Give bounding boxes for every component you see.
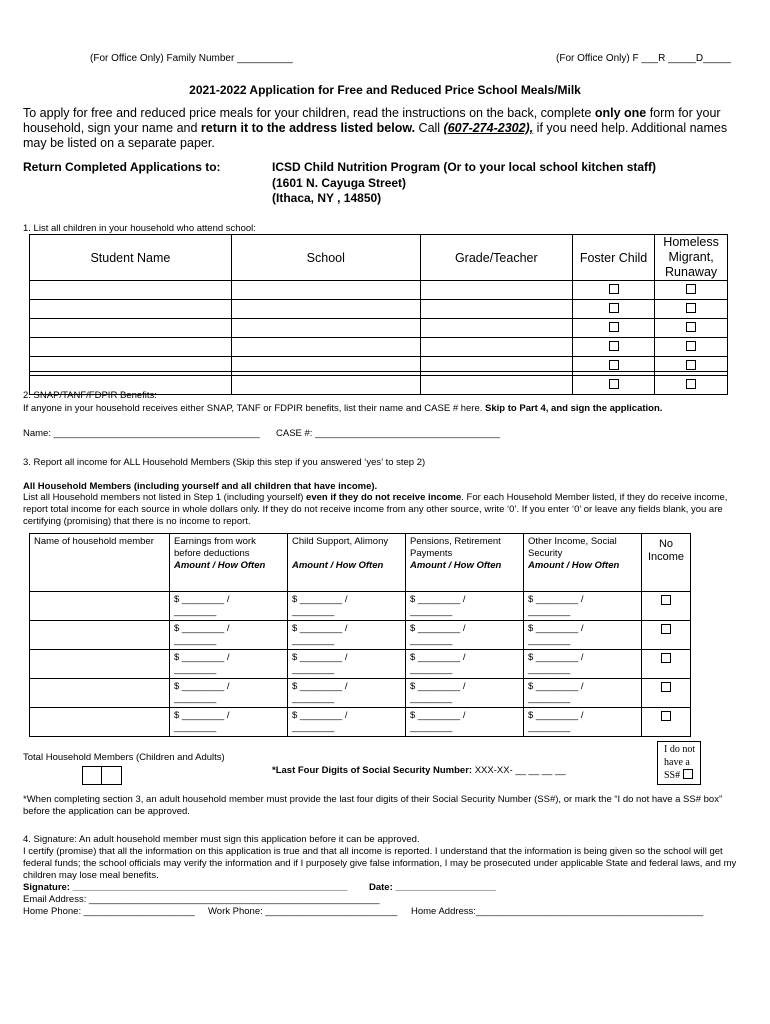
step3-bold-title: All Household Members (including yourself and all children that have income). [23, 481, 378, 492]
step4-certification: I certify (promise) that all the information on this application is true and that all income is reported. I understand that the information is being given so the school will get federal funds; the school officials may verify the information and if I purposely give false information, I may be prosecuted under applicable State and federal laws, and my children may lose meal benefits. [23, 846, 737, 881]
student-name-field[interactable] [30, 319, 232, 338]
col-no-income: No Income [642, 534, 691, 592]
grade-teacher-field[interactable] [420, 281, 572, 300]
child-row [30, 319, 728, 338]
student-name-field[interactable] [30, 338, 232, 357]
grade-teacher-field[interactable] [420, 300, 572, 319]
other-income-field[interactable]: $ ________ / ________ [524, 708, 642, 737]
other-income-field[interactable]: $ ________ / ________ [524, 592, 642, 621]
no-income-checkbox[interactable] [661, 682, 671, 692]
ssn-field[interactable]: *Last Four Digits of Social Security Number: XXX-XX- __ __ __ __ [272, 765, 566, 776]
col-other-income: Other Income, Social Security Amount / How Often [524, 534, 642, 592]
member-name-field[interactable] [30, 592, 170, 621]
form-title: 2021-2022 Application for Free and Reduced Price School Meals/Milk [189, 83, 581, 97]
homeless-checkbox[interactable] [686, 303, 696, 313]
col-foster-child: Foster Child [572, 235, 654, 281]
home-phone-field[interactable]: Home Phone: _____________________ [23, 906, 195, 917]
earnings-field[interactable]: $ ________ / ________ [170, 679, 288, 708]
foster-checkbox[interactable] [609, 284, 619, 294]
earnings-field[interactable]: $ ________ / ________ [170, 650, 288, 679]
income-row [30, 621, 691, 650]
income-row [30, 650, 691, 679]
child-row [30, 338, 728, 357]
foster-checkbox[interactable] [609, 360, 619, 370]
earnings-field[interactable]: $ ________ / ________ [170, 708, 288, 737]
no-ssn-checkbox[interactable] [683, 769, 693, 779]
other-income-field[interactable]: $ ________ / ________ [524, 679, 642, 708]
col-student-name: Student Name [30, 235, 232, 281]
office-family-number: (For Office Only) Family Number __________ [90, 53, 293, 64]
no-income-checkbox[interactable] [661, 653, 671, 663]
signature-field[interactable]: Signature: ____________________________________________________ [23, 882, 348, 893]
grade-teacher-field[interactable] [420, 357, 572, 376]
child-row [30, 357, 728, 376]
foster-checkbox[interactable] [609, 303, 619, 313]
student-name-field[interactable] [30, 300, 232, 319]
total-members-label: Total Household Members (Children and Adults) [23, 752, 225, 763]
other-income-field[interactable]: $ ________ / ________ [524, 621, 642, 650]
total-members-field[interactable] [82, 766, 122, 785]
income-row [30, 708, 691, 737]
income-row [30, 679, 691, 708]
foster-checkbox[interactable] [609, 322, 619, 332]
child-support-field[interactable]: $ ________ / ________ [288, 679, 406, 708]
pensions-field[interactable]: $ ________ / ________ [406, 621, 524, 650]
child-row [30, 281, 728, 300]
return-label: Return Completed Applications to: [23, 160, 221, 174]
step3-instructions: List all Household members not listed in Step 1 (including yourself) even if they do not receive income. For each Household Member listed, if they do receive income, report total income for each source in whole dollars only. If they do not receive income from any other source, write ‘0’. If you enter ‘0’ or leave any fields blank, you are certifying (promising) that there is no income to report. [23, 492, 728, 527]
other-income-field[interactable]: $ ________ / ________ [524, 650, 642, 679]
pensions-field[interactable]: $ ________ / ________ [406, 708, 524, 737]
children-table-header [30, 235, 728, 281]
no-income-checkbox[interactable] [661, 624, 671, 634]
step2-text: If anyone in your household receives either SNAP, TANF or FDPIR benefits, list their name and CASE # here. Skip to Part 4, and sign the application. [23, 403, 663, 414]
member-name-field[interactable] [30, 621, 170, 650]
no-ssn-label: I do not have a SS# [664, 744, 696, 781]
earnings-field[interactable]: $ ________ / ________ [170, 621, 288, 650]
foster-checkbox[interactable] [609, 341, 619, 351]
intro-paragraph: To apply for free and reduced price meals for your children, read the instructions on the back, complete only one form for your household, sign your name and return it to the address listed below. Call (607-274-2302), if you need help. Additional names may be listed on a separate paper. [23, 106, 728, 150]
member-name-field[interactable] [30, 679, 170, 708]
income-table [29, 533, 691, 737]
homeless-checkbox[interactable] [686, 341, 696, 351]
col-pensions: Pensions, Retirement Payments Amount / How Often [406, 534, 524, 592]
student-name-field[interactable] [30, 281, 232, 300]
col-earnings: Earnings from work before deductions Amount / How Often [170, 534, 288, 592]
foster-checkbox[interactable] [609, 379, 619, 389]
homeless-checkbox[interactable] [686, 360, 696, 370]
income-table-header [30, 534, 691, 592]
pensions-field[interactable]: $ ________ / ________ [406, 679, 524, 708]
grade-teacher-field[interactable] [420, 319, 572, 338]
return-address: ICSD Child Nutrition Program (Or to your local school kitchen staff) (1601 N. Cayuga Street) (Ithaca, NY , 14850) [272, 160, 657, 205]
student-name-field[interactable] [30, 357, 232, 376]
school-field[interactable] [231, 300, 420, 319]
help-phone: (607-274-2302), [443, 121, 534, 135]
child-row [30, 300, 728, 319]
child-support-field[interactable]: $ ________ / ________ [288, 621, 406, 650]
homeless-checkbox[interactable] [686, 284, 696, 294]
homeless-checkbox[interactable] [686, 322, 696, 332]
child-support-field[interactable]: $ ________ / ________ [288, 650, 406, 679]
school-field[interactable] [231, 319, 420, 338]
step1-label: 1. List all children in your household who attend school: [23, 223, 256, 234]
step3-title: 3. Report all income for ALL Household Members (Skip this step if you answered ‘yes’ to step 2) [23, 457, 426, 468]
grade-teacher-field[interactable] [420, 376, 572, 395]
school-field[interactable] [231, 357, 420, 376]
child-support-field[interactable]: $ ________ / ________ [288, 592, 406, 621]
school-field[interactable] [231, 376, 420, 395]
col-grade-teacher: Grade/Teacher [420, 235, 572, 281]
pensions-field[interactable]: $ ________ / ________ [406, 592, 524, 621]
school-field[interactable] [231, 281, 420, 300]
member-name-field[interactable] [30, 708, 170, 737]
email-field[interactable]: Email Address: _______________________________________________________ [23, 894, 380, 905]
home-address-field[interactable]: Home Address:___________________________________________ [411, 906, 704, 917]
grade-teacher-field[interactable] [420, 338, 572, 357]
snap-case-field[interactable]: CASE #: ___________________________________ [276, 428, 500, 439]
income-row [30, 592, 691, 621]
col-homeless: Homeless Migrant, Runaway [655, 235, 728, 281]
homeless-checkbox[interactable] [686, 379, 696, 389]
step4-title: 4. Signature: An adult household member must sign this application before it can be approved. [23, 834, 420, 845]
no-ssn-box [657, 741, 701, 785]
work-phone-field[interactable]: Work Phone: _________________________ [208, 906, 398, 917]
pensions-field[interactable]: $ ________ / ________ [406, 650, 524, 679]
child-support-field[interactable]: $ ________ / ________ [288, 708, 406, 737]
table-bottom-rule [29, 371, 728, 372]
earnings-field[interactable]: $ ________ / ________ [170, 592, 288, 621]
office-frd: (For Office Only) F ___R _____D_____ [556, 53, 731, 64]
col-member-name: Name of household member [30, 534, 170, 592]
member-name-field[interactable] [30, 650, 170, 679]
col-school: School [231, 235, 420, 281]
snap-name-field[interactable]: Name: _______________________________________ [23, 428, 260, 439]
step2-title: 2. SNAP/TANF/FDPIR Benefits: [23, 390, 157, 401]
school-field[interactable] [231, 338, 420, 357]
no-income-checkbox[interactable] [661, 595, 671, 605]
col-child-support: Child Support, Alimony Amount / How Often [288, 534, 406, 592]
date-field[interactable]: Date: ___________________ [369, 882, 496, 893]
ss-note: *When completing section 3, an adult household member must provide the last four digits of their Social Security Number (SS#), or mark the “I do not have a SS# box” before the application can be approved. [23, 794, 723, 817]
no-income-checkbox[interactable] [661, 711, 671, 721]
